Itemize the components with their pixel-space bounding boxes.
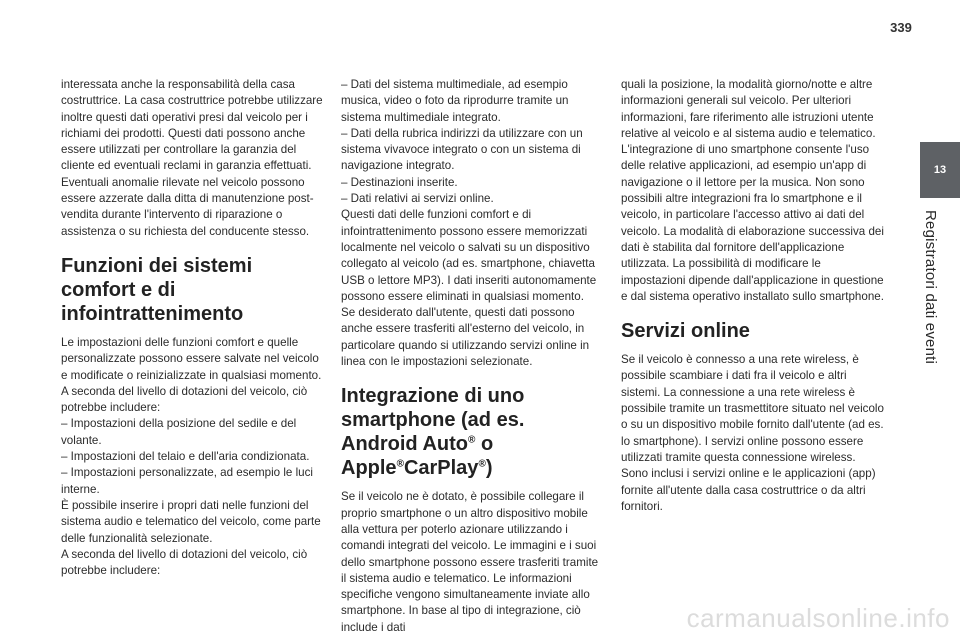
- paragraph: quali la posizione, la modalità giorno/notte e altre informazioni generali sul veicolo. Per ulteriori informazioni, fare riferimento alle istruzioni utente relative al veicolo e al sistema audio e telematico.: [621, 78, 876, 140]
- paragraph: Se il veicolo è connesso a una rete wireless, è possibile scambiare i dati fra il veicolo e altri sistemi. La connessione a una rete wireless è possibile tramite un trasmettitore situato nel veicolo o su un dispositivo mobile fornito dall'utente (ad es. lo smartphone). I servizi online possono essere utilizzati tramite questa connessione wireless. Sono inclusi i servizi online e le applicazioni (app) fornite all'utente dalla casa costruttrice o da altri fornitori.: [621, 353, 884, 513]
- paragraph: Se desiderato dall'utente, questi dati possono anche essere trasferiti all'esterno del veicolo, in particolare quando si utilizzando servizi online in linea con le impostazioni selezionate.: [341, 306, 590, 369]
- chapter-tab[interactable]: 13: [920, 142, 960, 198]
- paragraph: È possibile inserire i propri dati nelle funzioni del sistema audio e telematico del veicolo, come parte delle funzionalità selezionate.: [61, 498, 321, 545]
- section-heading-comfort: Funzioni dei sistemi comfort e di infointrattenimento: [61, 254, 253, 325]
- paragraph: Questi dati delle funzioni comfort e di infointrattenimento possono essere memorizzati localmente nel veicolo o salvati su un dispositivo collegato al veicolo (ad es. smartphone, chiavetta USB o lettore MP3). I dati inseriti autonomamente possono essere eliminati in qualsiasi momento.: [341, 208, 597, 303]
- page-number: 339: [890, 20, 912, 35]
- column-right: [621, 77, 885, 515]
- list-item: – Impostazioni della posizione del sedile e del volante.: [61, 417, 297, 447]
- registered-mark: ®: [478, 458, 486, 470]
- section-heading-smartphone: [341, 384, 605, 480]
- heading-text: o Apple: [341, 433, 494, 480]
- list-item: – Dati del sistema multimediale, ad esempio musica, video o foto da riprodurre tramite un sistema multimediale integrato.: [341, 78, 569, 124]
- paragraph: Se il veicolo ne è dotato, è possibile collegare il proprio smartphone o un altro dispositivo mobile alla vettura per poterlo azionare utilizzando i comandi integrati del veicolo. Le immagini e i suoi dello smartphone possono essere trasferiti tramite il sistema audio e telematico. Le informazioni specifiche vengono simultaneamente inviate allo smartphone. In base al tipo di integrazione, ciò include i dati: [341, 490, 599, 634]
- list-item: – Destinazioni inserite.: [341, 175, 458, 189]
- paragraph: Le impostazioni delle funzioni comfort e quelle personalizzate possono essere salvate nel veicolo e modificate o reinizializzate in qualsiasi momento.: [61, 335, 322, 382]
- paragraph: interessata anche la responsabilità della casa costruttrice. La casa costruttrice potrebbe utilizzare inoltre questi dati operativi presi dal veicolo per i richiami dei prodotti. Questi dati possono anche essere utilizzati per controllare la garanzia del cliente ed eventuali reclami in garanzia effettuati.: [61, 78, 323, 173]
- heading-text: CarPlay: [403, 457, 479, 480]
- paragraph: Eventuali anomalie rilevate nel veicolo possono essere azzerate dalla ditta di manutenzione post-vendita durante l'intervento di riparazione o assistenza o su richiesta del conducente stesso.: [61, 175, 314, 238]
- heading-text: ): [485, 457, 493, 480]
- paragraph: A seconda del livello di dotazioni del veicolo, ciò potrebbe includere:: [61, 547, 308, 578]
- registered-mark: ®: [396, 458, 404, 470]
- section-heading-online: Servizi online: [621, 320, 750, 343]
- list-item: – Impostazioni personalizzate, ad esempio le luci interne.: [61, 466, 313, 496]
- column-middle: [341, 77, 605, 636]
- list-item: – Dati della rubrica indirizzi da utilizzare con un sistema vivavoce integrato o con un sistema di navigazione integrato.: [341, 126, 583, 173]
- paragraph: A seconda del livello di dotazioni del veicolo, ciò potrebbe includere:: [61, 384, 308, 415]
- heading-text: Integrazione di uno smartphone (ad es. Android Auto: [341, 385, 525, 456]
- list-item: – Impostazioni del telaio e dell'aria condizionata.: [61, 450, 310, 464]
- registered-mark: ®: [468, 434, 476, 446]
- list-item: – Dati relativi ai servizi online.: [341, 192, 494, 206]
- column-left: [61, 77, 325, 579]
- chapter-title: Registratori dati eventi: [922, 210, 939, 365]
- watermark: carmanualsonline.info: [686, 603, 950, 633]
- paragraph: L'integrazione di uno smartphone consente l'uso delle relative applicazioni, ad esempio un'app di navigazione o il lettore per la musica. Non sono possibili altre integrazioni fra lo smartphone e il veicolo, in particolare l'accesso attivo ai dati del veicolo. La modalità di elaborazione successiva dei dati è stabilita dal fornitore dell'applicazione utilizzata. La possibilità di modificare le impostazioni dipende dall'applicazione in questione e dal sistema operativo installato sullo smartphone.: [621, 143, 884, 303]
